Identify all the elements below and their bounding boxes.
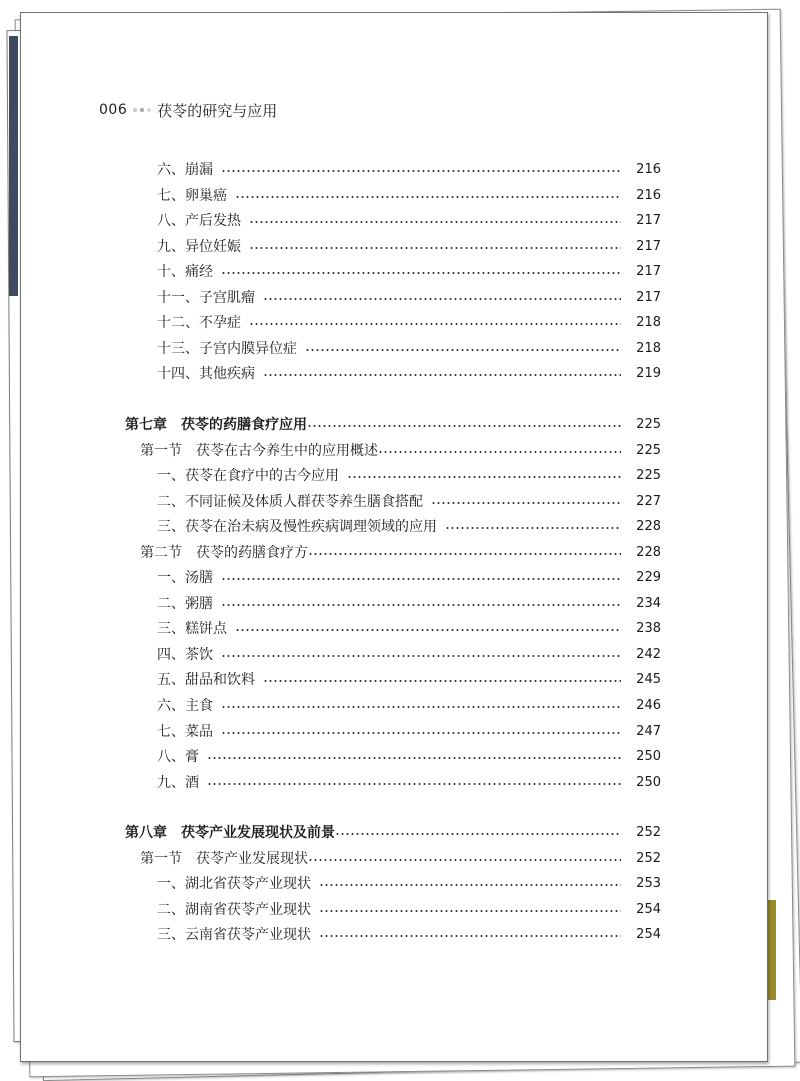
toc-section-row xyxy=(0,438,800,462)
dot-leader xyxy=(235,196,621,198)
toc-entry-title: 三、糕饼点 xyxy=(157,621,227,637)
toc-entry-title: 七、菜品 xyxy=(157,724,213,740)
toc-entry-title: 第二节 茯苓的药膳食疗方 xyxy=(140,545,308,561)
toc-page-number: 216 xyxy=(636,161,661,177)
dot-leader xyxy=(378,451,621,453)
toc-item-row xyxy=(0,463,800,487)
toc-entry-title: 二、粥膳 xyxy=(157,596,213,612)
toc-entry-title: 四、茶饮 xyxy=(157,647,213,663)
toc-item-row xyxy=(0,922,800,946)
toc-entry-title: 十、痛经 xyxy=(157,264,213,280)
dot-leader xyxy=(263,680,621,682)
toc-item-row xyxy=(0,259,800,283)
dot-leader xyxy=(221,732,621,734)
toc-page-number: 227 xyxy=(636,493,661,509)
toc-item-row xyxy=(0,285,800,309)
toc-page-number: 252 xyxy=(636,850,661,866)
dot-leader xyxy=(347,476,621,478)
page-number: 006 xyxy=(99,102,128,118)
toc-item-row xyxy=(0,183,800,207)
toc-page-number: 247 xyxy=(636,723,661,739)
toc-entry-title: 一、汤膳 xyxy=(157,570,213,586)
toc-entry-title: 九、异位妊娠 xyxy=(157,239,241,255)
toc-page-number: 217 xyxy=(636,263,661,279)
toc-section-row xyxy=(0,540,800,564)
toc-entry-title: 九、酒 xyxy=(157,775,199,791)
header-dot xyxy=(140,108,144,112)
toc-item-row xyxy=(0,770,800,794)
toc-entry-title: 第八章 茯苓产业发展现状及前景 xyxy=(125,825,335,841)
toc-chapter-row xyxy=(0,412,800,436)
toc-item-row xyxy=(0,489,800,513)
toc-entry-title: 八、产后发热 xyxy=(157,213,241,229)
toc-entry-title: 第七章 茯苓的药膳食疗应用 xyxy=(125,417,307,433)
toc-entry-title: 二、湖南省茯苓产业现状 xyxy=(157,902,311,918)
toc-page-number: 225 xyxy=(636,467,661,483)
dot-leader xyxy=(221,578,621,580)
toc-page-number: 218 xyxy=(636,340,661,356)
running-header xyxy=(99,98,277,122)
toc-page-number: 219 xyxy=(636,365,661,381)
dot-leader xyxy=(249,247,621,249)
dot-leader xyxy=(431,502,621,504)
toc-item-row xyxy=(0,642,800,666)
toc-item-row xyxy=(0,897,800,921)
toc-page-number: 234 xyxy=(636,595,661,611)
dot-leader xyxy=(335,833,621,835)
toc-entry-title: 六、崩漏 xyxy=(157,162,213,178)
toc-item-row xyxy=(0,514,800,538)
header-dot xyxy=(133,108,137,112)
dot-leader xyxy=(221,604,621,606)
toc-entry-title: 三、茯苓在治未病及慢性疾病调理领域的应用 xyxy=(157,519,437,535)
toc-page-number: 242 xyxy=(636,646,661,662)
toc-page-number: 225 xyxy=(636,442,661,458)
dot-leader xyxy=(235,629,621,631)
toc-page-number: 228 xyxy=(636,518,661,534)
toc-item-row xyxy=(0,157,800,181)
toc-entry-title: 五、甜品和饮料 xyxy=(157,672,255,688)
toc-item-row xyxy=(0,871,800,895)
toc-page-number: 217 xyxy=(636,238,661,254)
dot-leader xyxy=(445,527,621,529)
dot-leader xyxy=(319,910,621,912)
toc-entry-title: 三、云南省茯苓产业现状 xyxy=(157,927,311,943)
dot-leader xyxy=(221,272,621,274)
toc-entry-title: 八、膏 xyxy=(157,749,199,765)
toc-page-number: 250 xyxy=(636,748,661,764)
toc-item-row xyxy=(0,336,800,360)
dot-leader xyxy=(221,170,621,172)
toc-item-row xyxy=(0,744,800,768)
toc-entry-title: 一、茯苓在食疗中的古今应用 xyxy=(157,468,339,484)
dot-leader xyxy=(263,298,621,300)
toc-page-number: 245 xyxy=(636,671,661,687)
toc-entry-title: 十三、子宫内膜异位症 xyxy=(157,341,297,357)
toc-item-row xyxy=(0,361,800,385)
toc-page-number: 246 xyxy=(636,697,661,713)
dot-leader xyxy=(308,553,621,555)
toc-page-number: 229 xyxy=(636,569,661,585)
toc-entry-title: 十四、其他疾病 xyxy=(157,366,255,382)
toc-entry-title: 二、不同证候及体质人群茯苓养生膳食搭配 xyxy=(157,494,423,510)
toc-page-number: 254 xyxy=(636,926,661,942)
toc-page-number: 217 xyxy=(636,289,661,305)
toc-section-row xyxy=(0,846,800,870)
dot-leader xyxy=(207,783,621,785)
toc-entry-title: 第一节 茯苓产业发展现状 xyxy=(140,851,308,867)
toc-item-row xyxy=(0,719,800,743)
toc-page-number: 218 xyxy=(636,314,661,330)
dot-leader xyxy=(221,655,621,657)
toc-page-number: 216 xyxy=(636,187,661,203)
toc-entry-title: 一、湖北省茯苓产业现状 xyxy=(157,876,311,892)
toc-item-row xyxy=(0,310,800,334)
toc-item-row xyxy=(0,667,800,691)
dot-leader xyxy=(249,323,621,325)
toc-chapter-row xyxy=(0,820,800,844)
toc-item-row xyxy=(0,208,800,232)
toc-page-number: 252 xyxy=(636,824,661,840)
dot-leader xyxy=(319,935,621,937)
toc-entry-title: 十二、不孕症 xyxy=(157,315,241,331)
dot-leader xyxy=(249,221,621,223)
toc-item-row xyxy=(0,565,800,589)
dot-leader xyxy=(221,706,621,708)
toc-entry-title: 十一、子宫肌瘤 xyxy=(157,290,255,306)
toc-page-number: 253 xyxy=(636,875,661,891)
dot-leader xyxy=(305,349,621,351)
toc-item-row xyxy=(0,234,800,258)
toc-item-row xyxy=(0,616,800,640)
toc-page-number: 228 xyxy=(636,544,661,560)
toc-page-number: 238 xyxy=(636,620,661,636)
book-title: 茯苓的研究与应用 xyxy=(157,101,278,120)
header-dot xyxy=(147,108,151,112)
dot-leader xyxy=(307,425,621,427)
toc-entry-title: 六、主食 xyxy=(157,698,213,714)
dot-leader xyxy=(308,859,621,861)
dot-leader xyxy=(207,757,621,759)
toc-page-number: 225 xyxy=(636,416,661,432)
toc-entry-title: 第一节 茯苓在古今养生中的应用概述 xyxy=(140,443,378,459)
toc-page-number: 217 xyxy=(636,212,661,228)
toc-item-row xyxy=(0,591,800,615)
dot-leader xyxy=(319,884,621,886)
dot-leader xyxy=(263,374,621,376)
header-dots xyxy=(133,108,151,112)
toc-entry-title: 七、卵巢癌 xyxy=(157,188,227,204)
toc-page-number: 250 xyxy=(636,774,661,790)
toc-item-row xyxy=(0,693,800,717)
toc-page-number: 254 xyxy=(636,901,661,917)
